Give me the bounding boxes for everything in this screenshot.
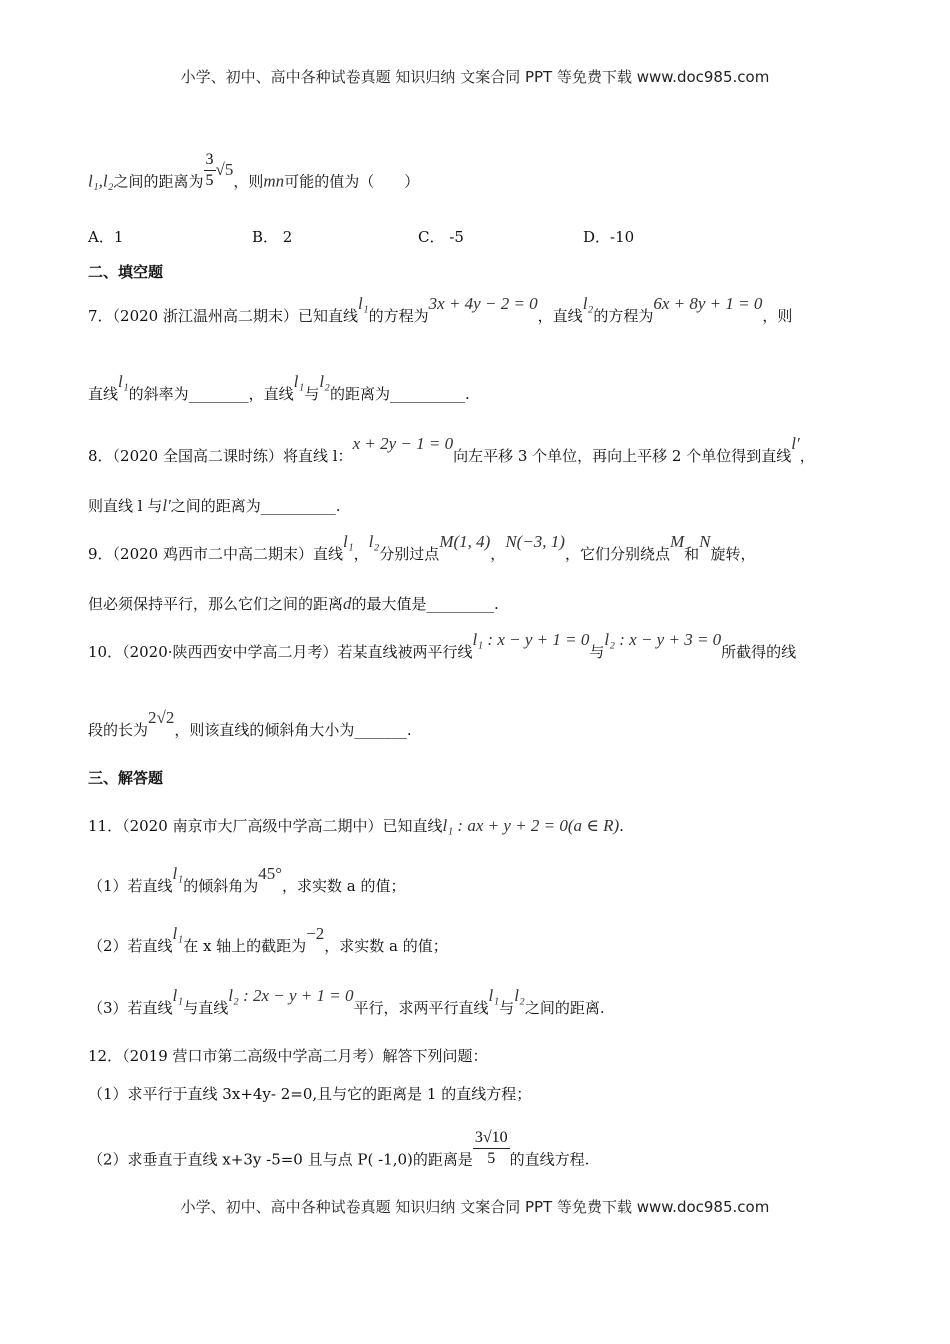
page-header: 小学、初中、高中各种试卷真题 知识归纳 文案合同 PPT 等免费下载 www.doc985.com (180, 68, 770, 86)
q12-part2 (88, 1129, 590, 1181)
l2-symbol: l₂ (514, 986, 525, 1005)
q8-pre: 8．（2020 全国高二课时练）将直线 l： (88, 447, 353, 465)
q7-l2-a: 的斜率为________，直线 (128, 385, 294, 403)
l1-symbol: l₁ (488, 986, 500, 1005)
option-a[interactable]: A．1 (88, 228, 124, 246)
q11-pre: 11．（2020 南京市大厂高级中学高二期中）已知直线 (88, 817, 443, 835)
q12-line1: 12．（2019 营口市第二高级中学高二月考）解答下列问题： (88, 1047, 488, 1065)
q9-sep: ， (353, 545, 369, 563)
l2-symbol: l₂ (368, 532, 380, 551)
l1-symbol: l₁ (172, 924, 184, 943)
q11-p1-mid: 的倾斜角为 (183, 877, 259, 895)
l-prime-symbol: l′ (791, 434, 800, 453)
q11-p3-pre: （3）若直线 (88, 999, 173, 1017)
q10-line2 (88, 708, 412, 740)
N-var: N (699, 532, 711, 551)
point-M: M(1, 4) (439, 532, 491, 551)
q6-text1: 之间的距离为 (113, 172, 204, 191)
q8-eq: x + 2y − 1 = 0 (352, 434, 454, 453)
q8-mid: 向左平移 3 个单位，再向上平移 2 个单位得到直线 (453, 447, 792, 465)
l1-symbol: l₁ (172, 986, 184, 1005)
l1-symbol: l₁ (358, 294, 369, 313)
fraction-3sqrt10-5 (473, 1128, 510, 1169)
q9-mid: 分别过点 (379, 545, 440, 563)
q11-part2 (88, 924, 448, 956)
q7-end: ，则 (762, 307, 793, 325)
q10-l2-end: ，则该直线的倾斜角大小为_______. (174, 721, 412, 739)
q8-line2 (88, 496, 341, 516)
q7-line2 (88, 372, 470, 404)
point-N: N(−3, 1) (505, 532, 565, 551)
page-footer: 小学、初中、高中各种试卷真题 知识归纳 文案合同 PPT 等免费下载 www.doc985.com (180, 1198, 770, 1216)
q10-val: 2√2 (148, 708, 175, 727)
q11-line1 (88, 816, 624, 836)
q9-mid2: ，它们分别绕点 (564, 545, 670, 563)
q12-part1: （1）求平行于直线 3x+4y- 2=0,且与它的距离是 1 的直线方程； (88, 1085, 532, 1103)
q10-l2-pre: 段的长为 (88, 721, 149, 739)
q11-eq: l₁ : ax + y + 2 = 0(a ∈ R) (442, 816, 620, 835)
q7-l2-b: 与 (304, 385, 320, 403)
q9-pre: 9．（2020 鸡西市二中高二期末）直线 (88, 545, 343, 563)
q11-p2-pre: （2）若直线 (88, 937, 173, 955)
q12-p2-end: 的直线方程. (509, 1150, 590, 1169)
q9-line2 (88, 594, 499, 614)
l1-l2-symbol: l₁,l₂ (88, 171, 114, 191)
q11-p3-mid2: 平行，求两平行直线 (353, 999, 489, 1017)
l2-symbol: l₂ (319, 372, 330, 391)
option-d[interactable]: D．-10 (583, 228, 635, 246)
q6-text2: ，则 (233, 172, 264, 191)
l1-symbol: l₁ (118, 372, 129, 391)
frac-den: 5 (487, 1150, 496, 1167)
d-var: d (343, 594, 352, 613)
q11-end: . (619, 817, 624, 835)
frac-num: 3 (204, 150, 216, 171)
q11-part3 (88, 986, 605, 1018)
frac-num: 3√10 (473, 1128, 510, 1149)
q10-line1 (88, 630, 797, 662)
q10-eq2: l₂ : x − y + 3 = 0 (604, 630, 722, 649)
q11-p3-mid: 与直线 (183, 999, 229, 1017)
q12-p2-pre: （2）求垂直于直线 x+3y -5=0 且与点 P( -1,0)的距离是 (88, 1150, 473, 1169)
l1-symbol: l₁ (293, 372, 305, 391)
q10-pre: 10．（2020·陕西西安中学高二月考）若某直线被两平行线 (88, 643, 473, 661)
q9-and: 和 (684, 545, 700, 563)
section-answer: 三、解答题 (88, 769, 164, 787)
l1-symbol: l₁ (172, 864, 184, 883)
q11-p3-eq: l₂ : 2x − y + 1 = 0 (228, 986, 354, 1005)
q9-l2: 但必须保持平行，那么它们之间的距离 (88, 595, 344, 613)
l1-symbol: l₁ (343, 532, 354, 551)
q7-eq2: 6x + 8y + 1 = 0 (653, 294, 763, 313)
section-fill-blank: 二、填空题 (88, 263, 164, 281)
q7-l2-pre: 直线 (88, 385, 119, 403)
q11-p3-end: 之间的距离. (524, 999, 605, 1017)
q7-pre: 7．（2020 浙江温州高二期末）已知直线 (88, 307, 358, 325)
q7-line1 (88, 294, 793, 326)
M-var: M (669, 532, 685, 551)
q7-l2-c: 的距离为__________. (329, 385, 470, 403)
q10-eq1: l₁ : x − y + 1 = 0 (472, 630, 590, 649)
q8-l2-pre: 则直线 l 与 (88, 497, 163, 515)
option-b[interactable]: B． 2 (252, 228, 293, 246)
q11-p2-mid: 在 x 轴上的截距为 (183, 937, 307, 955)
q8-line1 (88, 434, 815, 466)
q10-and: 与 (589, 643, 605, 661)
angle-45: 45° (258, 864, 283, 883)
q9-l2-end: 的最大值是_________. (351, 595, 499, 613)
q11-part1 (88, 864, 406, 896)
q11-p2-end: ，求实数 a 的值； (324, 937, 448, 955)
q7-mid3: 的方程为 (593, 307, 654, 325)
q6-text3: 可能的值为（ ） (284, 172, 420, 191)
q11-p3-and: 与 (499, 999, 515, 1017)
q6-line (88, 151, 420, 203)
l-prime-symbol: l′ (162, 496, 171, 515)
q7-eq1: 3x + 4y − 2 = 0 (428, 294, 538, 313)
mn-var: mn (263, 171, 285, 191)
q11-p1-pre: （1）若直线 (88, 877, 173, 895)
q9-line1 (88, 532, 756, 564)
sqrt5: √5 (215, 159, 234, 179)
q8-end: ， (799, 447, 815, 465)
option-c[interactable]: C． -5 (418, 228, 464, 246)
l2-symbol: l₂ (582, 294, 594, 313)
q11-p1-end: ，求实数 a 的值； (282, 877, 406, 895)
q7-mid2: ，直线 (537, 307, 583, 325)
frac-den: 5 (205, 172, 214, 189)
q9-end: 旋转， (710, 545, 756, 563)
q8-l2-end: 之间的距离为__________. (170, 497, 341, 515)
intercept-val: −2 (306, 924, 325, 943)
fraction-3-5 (204, 150, 216, 191)
q7-mid1: 的方程为 (368, 307, 429, 325)
q10-end: 所截得的线 (721, 643, 797, 661)
q9-sep: ， (490, 545, 506, 563)
